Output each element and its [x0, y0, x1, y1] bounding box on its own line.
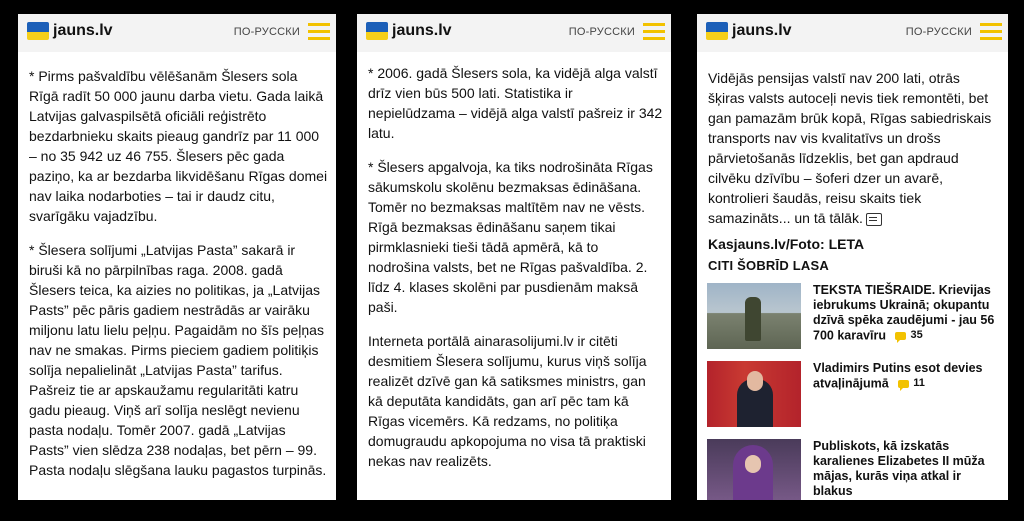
hamburger-menu-icon[interactable] [980, 23, 1002, 41]
language-switch-link[interactable]: ПО-РУССКИ [905, 26, 972, 38]
language-switch-link[interactable]: ПО-РУССКИ [568, 26, 635, 38]
news-thumbnail-queen[interactable] [707, 439, 801, 500]
article-body [697, 52, 1008, 228]
site-header [697, 14, 1008, 52]
logo-text: jauns.lv [732, 22, 792, 39]
news-title[interactable] [813, 283, 1000, 344]
site-header [18, 14, 336, 52]
comment-count[interactable] [895, 328, 922, 343]
site-logo[interactable] [27, 22, 113, 40]
comment-bubble-icon [895, 332, 906, 340]
article-body [18, 52, 336, 480]
news-title-text: Publiskots, kā izskatās karalienes Elizabetes II mūža mājas, kurās viņa atkal ir blakus [813, 439, 985, 498]
article-paragraph [708, 68, 1000, 228]
site-logo[interactable] [366, 22, 452, 40]
article-panel-1 [18, 14, 336, 500]
news-item[interactable] [697, 439, 1008, 500]
language-switch-link[interactable]: ПО-РУССКИ [233, 26, 300, 38]
news-title[interactable] [813, 361, 1000, 392]
article-paragraph: Interneta portālā ainarasolijumi.lv ir citēti desmitiem Šlesera solījumu, kurus viņš solīja realizēt dzīvē gan kā satiksmes ministrs, gan kā deputāta kandidāts, gan arī pēc tam kā Rīgas vicemērs. Kā redzams, no politiķa domugraudu apkopojuma no visa tā praktiski nekas nav realizēts. [368, 333, 647, 469]
logo-text: jauns.lv [53, 22, 113, 39]
news-item[interactable] [697, 361, 1008, 429]
ukraine-flag-icon [27, 22, 49, 40]
comment-bubble-icon [898, 380, 909, 388]
hamburger-menu-icon[interactable] [643, 23, 665, 41]
ukraine-flag-icon [366, 22, 388, 40]
news-highlight: TEKSTA TIEŠRAIDE. [813, 283, 936, 297]
article-panel-3 [697, 14, 1008, 500]
article-body [357, 52, 671, 471]
article-paragraph: * Šlesers apgalvoja, ka tiks nodrošināta Rīgas sākumskolu skolēnu bezmaksas ēdināšana. Tomēr no bezmaksas maltītēm nav ne vēsts. Rīgā bezmaksas ēdināšanu saņem tikai pirmklasnieki tieši tādā apmērā, kā to nodrošina valsts, bet ne Rīgas pašvaldība. 2. līdz 4. klases skolēni par pusdienām maksā paši. [368, 159, 653, 315]
hamburger-menu-icon[interactable] [308, 23, 330, 41]
section-title: CITI ŠOBRĪD LASA [708, 258, 829, 273]
ukraine-flag-icon [706, 22, 728, 40]
logo-text: jauns.lv [392, 22, 452, 39]
comment-count-value: 35 [910, 329, 923, 341]
article-paragraph: * Pirms pašvaldību vēlēšanām Šlesers sola Rīgā radīt 50 000 jaunu darba vietu. Gada laikā Latvijas galvaspilsētā oficiāli reģistrēto bezdarbnieku skaits pieaug gandrīz par 11 000 – no 35 942 uz 46 755. Šlesers pēc gada paziņo, ka ar bezdarba likvidēšanu Rīgas domei nav laika nodarboties – tai ir daudz citu, svarīgāku vajadzību. [29, 68, 328, 224]
photo-source: Kasjauns.lv/Foto: LETA [708, 236, 865, 252]
news-thumbnail-soldier[interactable] [707, 283, 801, 349]
article-panel-2 [357, 14, 671, 500]
site-logo[interactable] [706, 22, 792, 40]
comments-icon[interactable] [866, 213, 882, 226]
news-title-text: Krievijas iebrukums Ukrainā; okupantu dzīvā spēka zaudējumi - jau 56 700 karavīru [813, 283, 995, 343]
comment-count-value: 11 [913, 377, 925, 389]
article-paragraph: * 2006. gadā Šlesers sola, ka vidējā alga valstī drīz vien būs 500 lati. Statistika ir nepielūdzama – vidējā alga valstī pašreiz ir 342 latu. [368, 65, 663, 141]
site-header [357, 14, 671, 52]
news-title-text: Vladimirs Putins esot devies atvaļinājumā [813, 361, 983, 391]
news-item[interactable] [697, 283, 1008, 351]
comment-count[interactable] [898, 376, 925, 391]
article-paragraph: * Šlesera solījumi „Latvijas Pasta” sakarā ir biruši kā no pārpilnības raga. 2008. gadā Šlesers teica, ka aizies no politikas, ja „Latvijas Pasts” pēc pāris gadiem nestrādās ar vairāku miljonu latu lielu peļņu. Pagaidām no šīs peļņas nav ne smakas. Pirms pieciem gadiem politiķis solīja nepalielināt „Latvijas Pasta” tarifus. Pašreiz tie ar apskaužamu regularitāti katru gadu pieaug. Viņš arī solīja neslēgt nevienu pasta nodaļu. Tomēr 2007. gadā „Latvijas Pasts” vien slēdza 238 nodaļas, bet pērn – 99. Pasta nodaļu slēgšana lauku pagastos turpinās. [29, 242, 327, 478]
news-title[interactable] [813, 439, 1000, 499]
article-paragraph-text: Vidējās pensijas valstī nav 200 lati, otrās šķiras valsts autoceļi nevis tiek remontēti, bet gan pamazām brūk kopā, Rīgas sabiedriskais transports nav vis kvalitatīvs un drošs pārvietošanās līdzeklis, bet gan apdraud cilvēku dzīvību – šoferi dzer un avarē, kontrolieri šaudās, reisu skaits tiek samazināts... un tā tālāk. [708, 70, 992, 226]
news-thumbnail-putin[interactable] [707, 361, 801, 427]
